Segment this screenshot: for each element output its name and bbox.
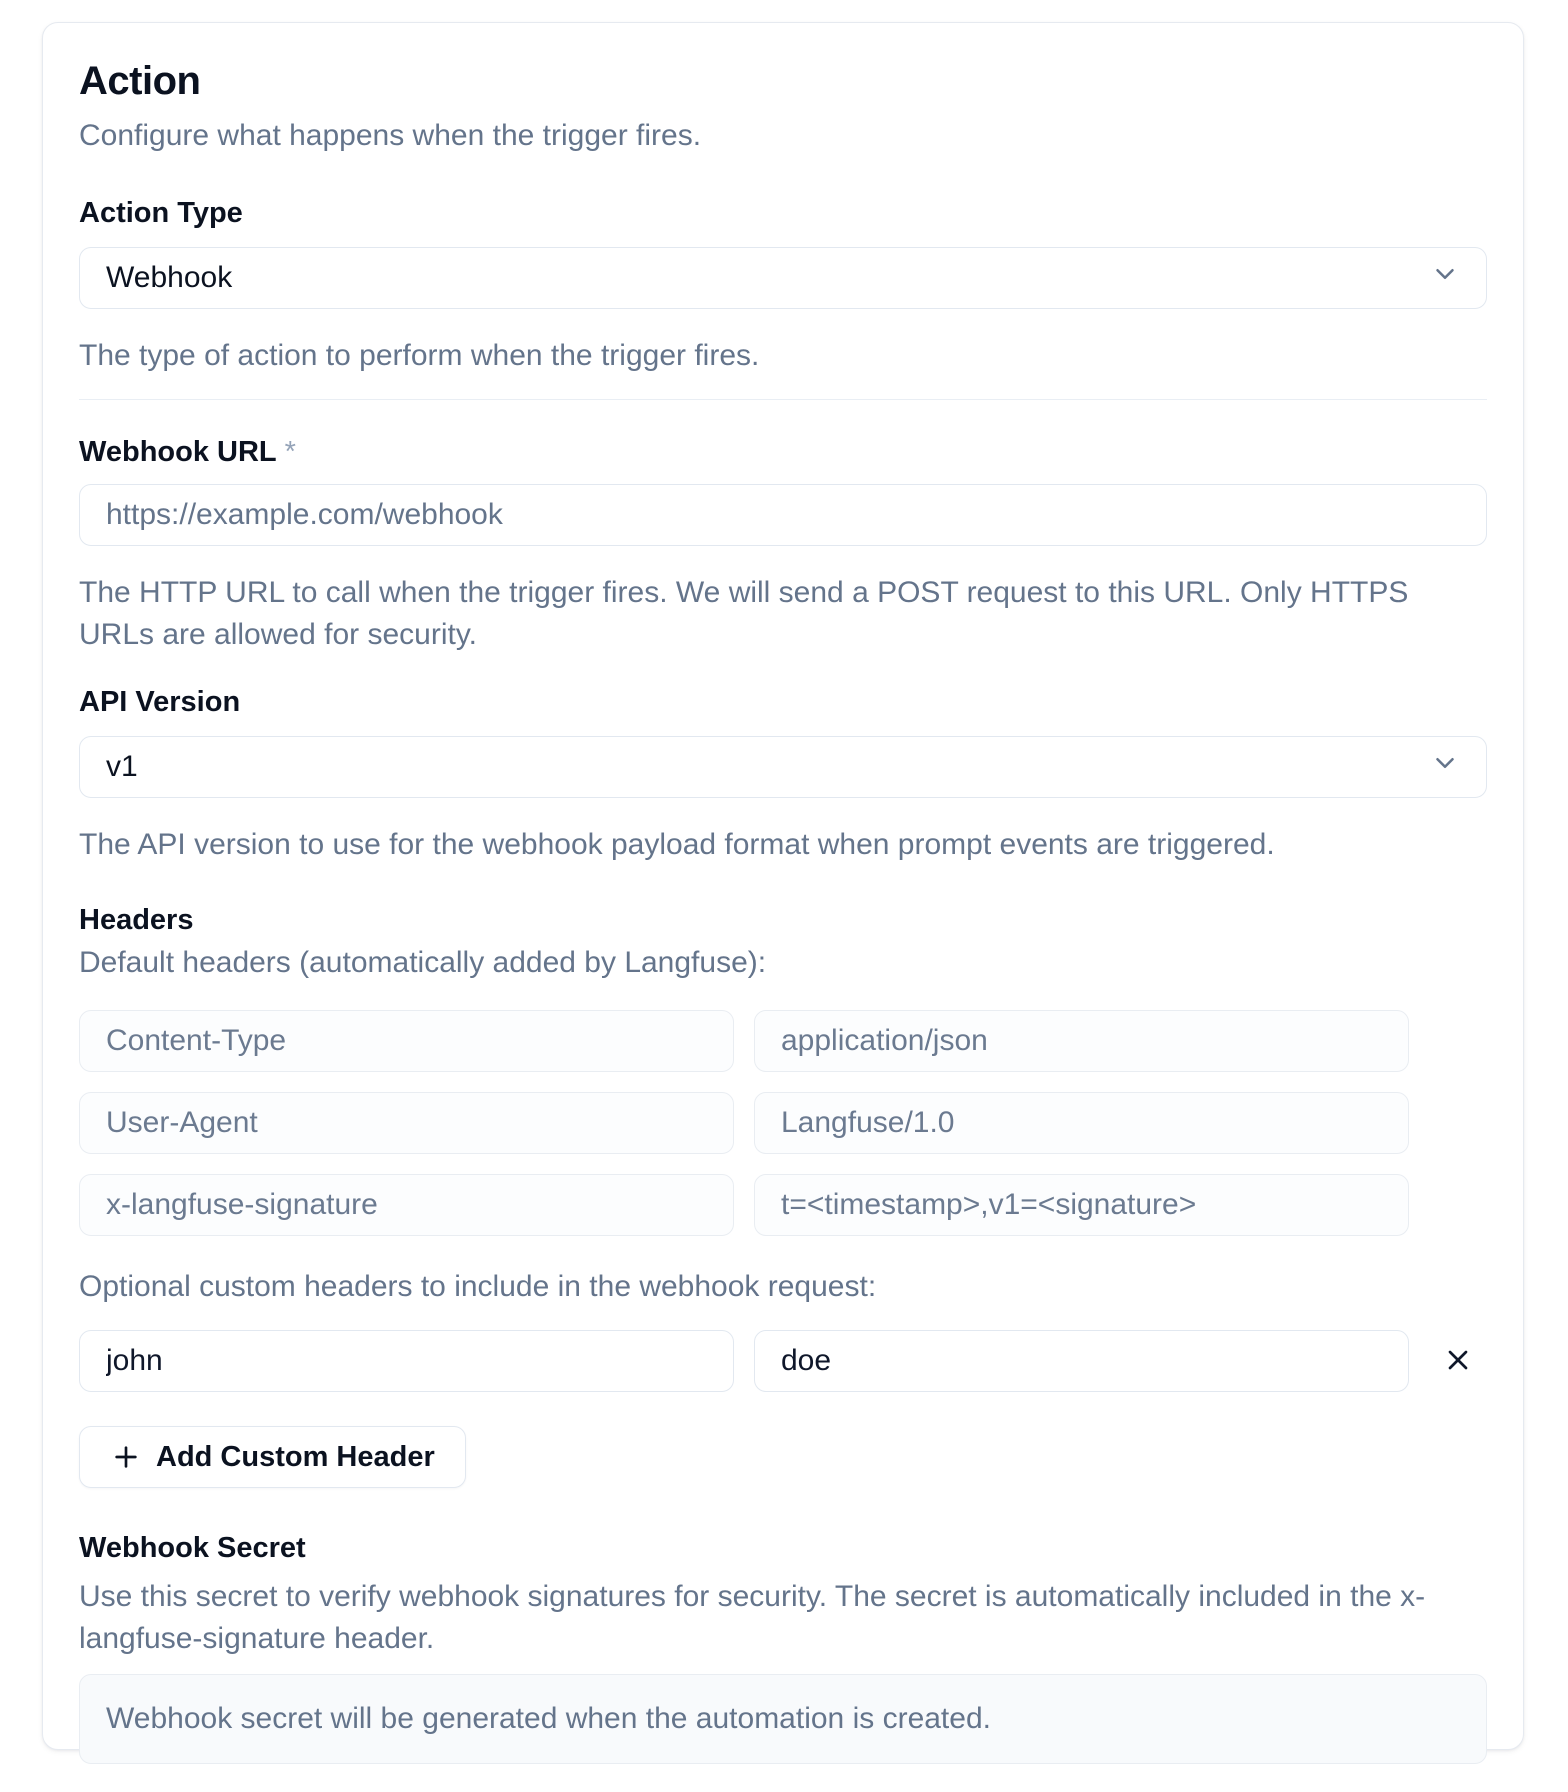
custom-header-key-input[interactable] bbox=[79, 1330, 734, 1392]
webhook-secret-pending-box bbox=[79, 1674, 1487, 1764]
default-header-key-input bbox=[79, 1092, 734, 1154]
webhook-url-label-text: Webhook URL bbox=[79, 436, 277, 468]
plus-icon bbox=[110, 1441, 142, 1473]
default-headers-caption: Default headers (automatically added by Langfuse): bbox=[79, 946, 767, 979]
action-type-select[interactable] bbox=[79, 247, 1487, 309]
add-custom-header-button[interactable] bbox=[79, 1426, 466, 1488]
default-header-row bbox=[79, 1092, 1487, 1154]
default-header-value-input bbox=[754, 1010, 1409, 1072]
page-subtitle: Configure what happens when the trigger fires. bbox=[79, 119, 702, 152]
webhook-secret-label: Webhook Secret bbox=[79, 1532, 306, 1564]
webhook-url-help: The HTTP URL to call when the trigger fires. We will send a POST request to this URL. Only HTTPS URLs are allowed for security. bbox=[79, 576, 1409, 651]
webhook-url-input[interactable] bbox=[79, 484, 1487, 546]
close-icon bbox=[1442, 1344, 1474, 1379]
webhook-secret-description: Use this secret to verify webhook signatures for security. The secret is automatically included in the x-langfuse-signature header. bbox=[79, 1580, 1426, 1655]
action-type-help: The type of action to perform when the trigger fires. bbox=[79, 339, 760, 372]
default-header-row bbox=[79, 1174, 1487, 1236]
add-custom-header-label: Add Custom Header bbox=[156, 1440, 435, 1473]
chevron-down-icon bbox=[1430, 259, 1460, 297]
default-header-row bbox=[79, 1010, 1487, 1072]
chevron-down-icon bbox=[1430, 748, 1460, 786]
action-type-label: Action Type bbox=[79, 197, 243, 229]
required-asterisk: * bbox=[284, 436, 296, 468]
headers-label: Headers bbox=[79, 904, 194, 936]
remove-header-button[interactable] bbox=[1429, 1332, 1487, 1390]
default-header-key-input bbox=[79, 1010, 734, 1072]
custom-header-row bbox=[79, 1330, 1487, 1392]
webhook-url-label bbox=[79, 434, 1487, 470]
action-card bbox=[42, 22, 1524, 1750]
custom-header-value-input[interactable] bbox=[754, 1330, 1409, 1392]
default-header-value-input bbox=[754, 1092, 1409, 1154]
api-version-label: API Version bbox=[79, 686, 241, 718]
api-version-help: The API version to use for the webhook payload format when prompt events are triggered. bbox=[79, 828, 1275, 861]
default-header-value-input bbox=[754, 1174, 1409, 1236]
action-type-selected-value: Webhook bbox=[106, 261, 233, 294]
default-header-key-input bbox=[79, 1174, 734, 1236]
section-divider bbox=[79, 399, 1487, 400]
custom-headers-caption: Optional custom headers to include in the webhook request: bbox=[79, 1270, 877, 1303]
page-title: Action bbox=[79, 59, 201, 103]
api-version-selected-value: v1 bbox=[106, 750, 138, 783]
api-version-select[interactable] bbox=[79, 736, 1487, 798]
webhook-secret-pending-text: Webhook secret will be generated when the automation is created. bbox=[106, 1702, 991, 1735]
